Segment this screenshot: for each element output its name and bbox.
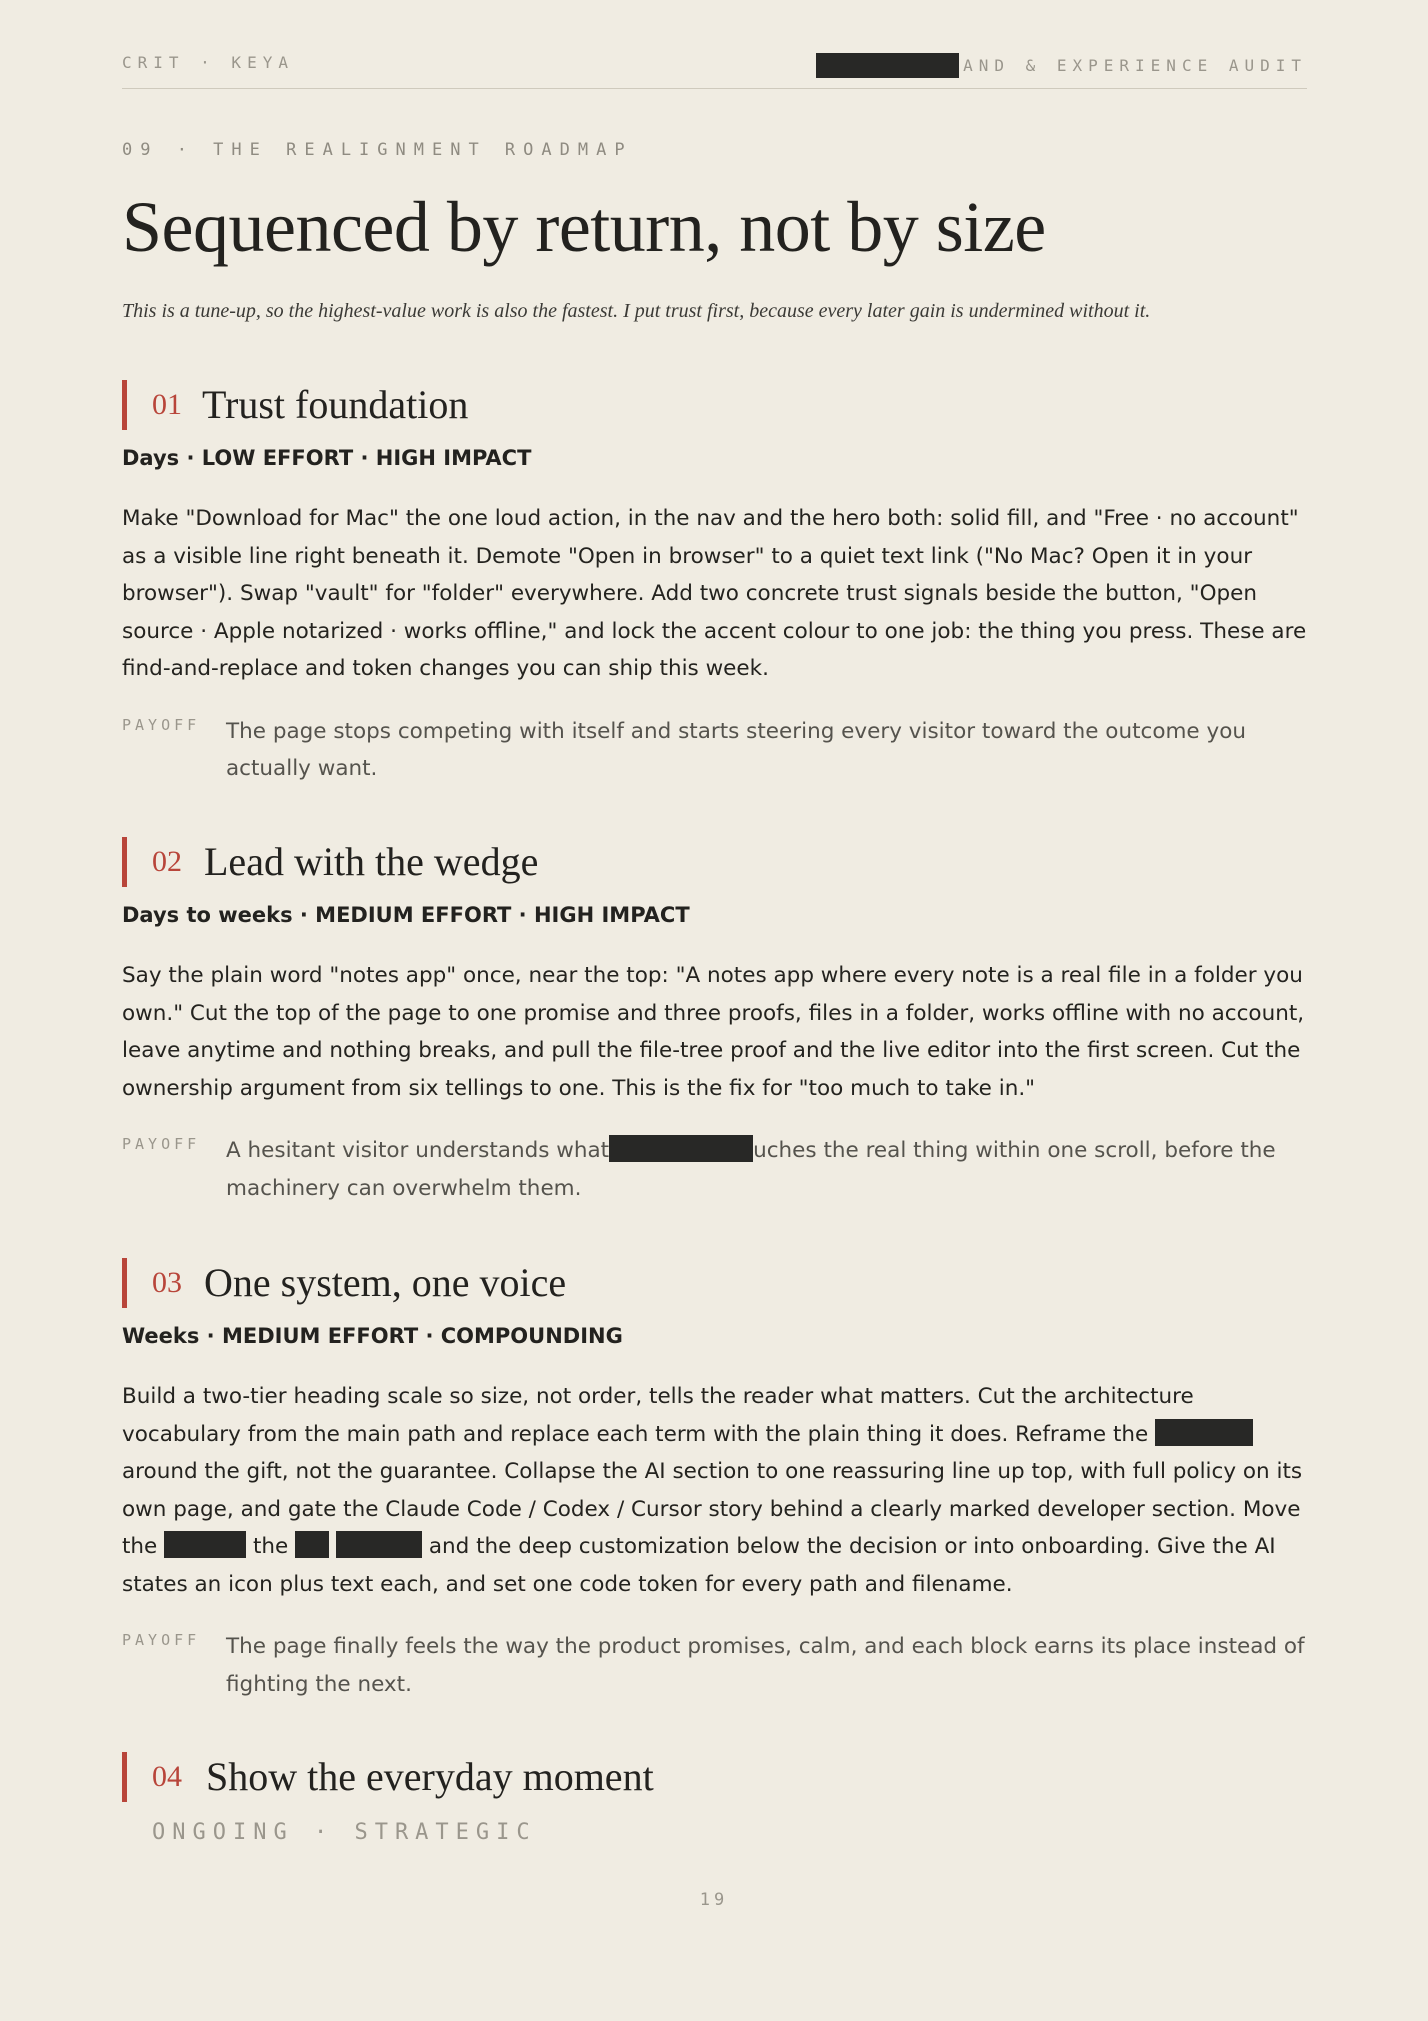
redaction-block: [164, 1531, 246, 1558]
payoff-label: PAYOFF: [122, 1631, 201, 1649]
running-head: [122, 50, 1307, 89]
payoff-label: PAYOFF: [122, 1135, 201, 1153]
payoff-text: [226, 1132, 1307, 1207]
step-header: [122, 1258, 1307, 1308]
roadmap-step-01: [122, 380, 1307, 788]
step-body-part: Build a two-tier heading scale so size, not order, tells the reader what matters. Cut the architecture vocabulary from the main path and replace each term with the plain thing it does. Reframe the: [122, 1384, 1194, 1447]
section-kicker: 09 · THE REALIGNMENT ROADMAP: [122, 140, 633, 160]
step-body-part: the: [252, 1534, 289, 1559]
redaction-block: [609, 1135, 753, 1162]
step-body-part: and the deep customization below the decision or into onboarding. Give the AI states an icon plus text each, and set one code token for every path and filename.: [122, 1534, 1276, 1597]
step-meta: Weeks · MEDIUM EFFORT · COMPOUNDING: [122, 1324, 623, 1348]
step-header: [122, 1752, 1307, 1802]
accent-bar: [122, 1258, 127, 1308]
step-tag: ONGOING · STRATEGIC: [152, 1820, 537, 1845]
page-number: 19: [699, 1890, 729, 1910]
step-meta: Days · LOW EFFORT · HIGH IMPACT: [122, 446, 532, 470]
step-title: One system, one voice: [204, 1260, 567, 1305]
step-body: Say the plain word "notes app" once, near the top: "A notes app where every note is a real file in a folder you own." Cut the top of the page to one promise and three proofs, files in a folder, works offline with no account, leave anytime and nothing breaks, and pull the file-tree proof and the live editor into the first screen. Cut the ownership argument from six tellings to one. This is the fix for "too much to take in.": [122, 963, 1305, 1101]
accent-bar: [122, 380, 127, 430]
page-subtitle: This is a tune-up, so the highest-value work is also the fastest. I put trust first, because every later gain is undermined without it.: [122, 300, 1151, 322]
payoff-text: The page finally feels the way the product promises, calm, and each block earns its place instead of fighting the next.: [226, 1634, 1305, 1697]
payoff-label: PAYOFF: [122, 715, 201, 734]
step-number: 02: [152, 845, 182, 878]
redaction-block: [295, 1531, 329, 1558]
redaction-block: [816, 53, 959, 78]
payoff-text-part: uches the real thing within one scroll, before the machinery can overwhelm them.: [226, 1138, 1276, 1201]
step-title: Show the everyday moment: [206, 1754, 654, 1799]
redaction-block: [336, 1531, 422, 1558]
accent-bar: [122, 1752, 127, 1802]
step-number: 01: [152, 388, 182, 421]
step-payoff: [122, 713, 1307, 788]
step-title: Lead with the wedge: [204, 839, 539, 884]
step-body-part: around the gift, not the guarantee. Collapse the AI section to one reassuring line up top, with full policy on its own page, and gate the Claude Code / Codex / Cursor story behind a clearly marked developer section. Move the: [122, 1459, 1303, 1559]
step-payoff: [122, 1628, 1307, 1703]
payoff-text-part: A hesitant visitor understands what: [226, 1138, 610, 1163]
step-payoff: [122, 1132, 1307, 1207]
step-number: 03: [152, 1266, 182, 1299]
step-title: Trust foundation: [202, 382, 469, 427]
roadmap-step-02: [122, 837, 1307, 1207]
step-number: 04: [152, 1760, 182, 1793]
accent-bar: [122, 837, 127, 887]
step-header: [122, 380, 1307, 430]
step-meta: Days to weeks · MEDIUM EFFORT · HIGH IMPACT: [122, 903, 690, 927]
roadmap-step-03: [122, 1258, 1307, 1703]
running-head-left: CRIT · KEYA: [122, 53, 294, 72]
step-body: Make "Download for Mac" the one loud action, in the nav and the hero both: solid fill, and "Free · no account" as a visible line right beneath it. Demote "Open in browser" to a quiet text link ("No Mac? Open it in your browser"). Swap "vault" for "folder" everywhere. Add two concrete trust signals beside the button, "Open source · Apple notarized · works offline," and lock the accent colour to one job: the thing you press. These are find-and-replace and token changes you can ship this week.: [122, 506, 1307, 681]
running-head-right: [816, 53, 1307, 78]
step-body: [122, 1378, 1307, 1603]
page-title: Sequenced by return, not by size: [122, 187, 1046, 267]
running-head-right-text: AND & EXPERIENCE AUDIT: [963, 56, 1307, 75]
roadmap-step-04: [122, 1752, 1307, 1845]
step-header: [122, 837, 1307, 887]
redaction-block: [1155, 1419, 1253, 1446]
payoff-text: The page stops competing with itself and starts steering every visitor toward the outcome you actually want.: [226, 718, 1246, 781]
